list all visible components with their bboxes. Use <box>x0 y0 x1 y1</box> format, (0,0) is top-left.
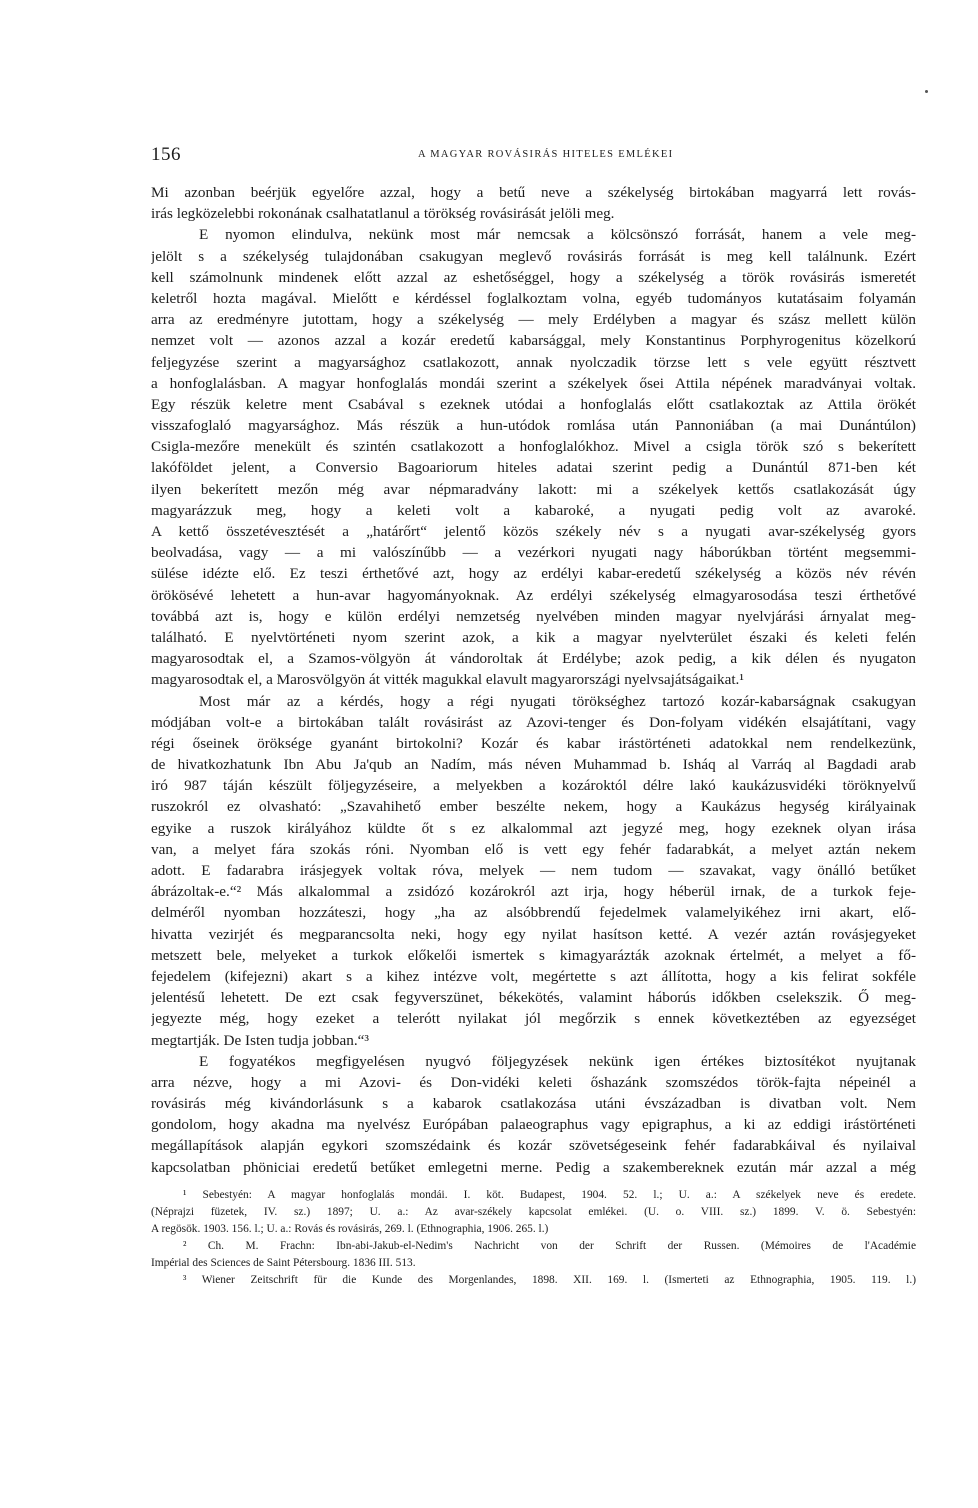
footnote-line: ² Ch. M. Frachn: Ibn-abi-Jakub-el-Nedim's Nachricht von der Schrift der Russen. (Mémoires de l'Académie <box>183 1240 916 1252</box>
text-line: megtartják. De Isten tudja jobban.“³ <box>151 1031 369 1049</box>
text-line: megállapítások alapján egykori szomszédaink és kozár szövetségeseink fehér fadarabkáival és nyilaival <box>151 1137 916 1155</box>
text-line: jegyezte még, hogy ezeket a telerótt nyilakat jól megőrzik s ennek következtében az egyezséget <box>151 1010 916 1028</box>
text-line: kell számolnunk mindenek előtt azzal az eshetőséggel, hogy a székelység a török rovásirás ismeretét <box>151 268 916 286</box>
text-line: keletről hozta magával. Mielőtt e kérdéssel foglalkoztam volna, egyéb tudományos kutatásaim folyamán <box>151 289 916 307</box>
text-line: Csigla-mezőre menekült és szintén csatlakozott a honfoglalókhoz. Mivel a csigla török szó s bekerített <box>151 438 916 456</box>
text-line: irás legközelebbi rokonának csalhatatlanul a törökség rovásirását jelöli meg. <box>151 205 615 223</box>
text-line: de hivatkozhatunk Ibn Abu Ja'qub an Nadím, más néven Muhammad b. Isháq al Varráq al Bagdadi arab <box>151 756 916 774</box>
text-line: arra nézve, hogy a mi Azovi- és Don-vidéki keleti őshazánk szomszédos török-fajta népeinél a <box>151 1073 916 1091</box>
footnote-line: ³ Wiener Zeitschrift für die Kunde des Morgenlandes, 1898. XII. 169. l. (Ismerteti az Ethnographia, 1905. 119. l.) <box>183 1274 916 1286</box>
running-title: A MAGYAR ROVÁSIRÁS HITELES EMLÉKEI <box>418 149 674 160</box>
text-line: Most már az a kérdés, hogy a régi nyugati törökséghez tartozó kozár-kabarságnak csakugyan <box>199 692 916 710</box>
text-line: metszett bele, melyeket a turkok előkelői ismertek s kimagyarázták azoknak értelmét, a melyet a fő- <box>151 946 916 964</box>
text-line: kapcsolatban phöniciai eredetű betűket emlegetni merne. Pedig a szakembereknek ezután már azzal a még <box>151 1158 916 1176</box>
text-line: rovásirás még kivándorlásunk s a kabarok csatlakozása utáni évszázadban is divatban volt. Nem <box>151 1095 916 1113</box>
body-text <box>151 182 916 1178</box>
text-line: fejedelem (kifejezni) akart s a kihez intézve volt, megértette s azt állította, hogy a kis felirat sokféle <box>151 967 916 985</box>
text-line: feljegyzése szerint a magyarsághoz csatlakozott, annak nyolczadik törzse lett s vele együtt résztvett <box>151 353 916 371</box>
text-line: ilyen bekerített mezőn még avar népmaradvány lakott: mi a székelyek kettős csatlakozását úgy <box>151 480 916 498</box>
footnote-line: ¹ Sebestyén: A magyar honfoglalás mondái. I. köt. Budapest, 1904. 52. l.; U. a.: A székelyek neve és eredete. <box>183 1189 916 1201</box>
text-line: régi őseinek öröksége gyanánt birtokolni? Kozár és kabar irástörténeti adatokkal nem rendelkezünk, <box>151 734 916 752</box>
text-line: lakóföldet jelent, a Conversio Bagoariorum hiteles adatai szerint pedig a Dunántúl 871-ben két <box>151 459 916 477</box>
text-line: gondolom, hogy akadna ma nyelvész Európában palaeographus vagy epigraphus, a ki az eddigi irástörténeti <box>151 1116 916 1134</box>
footnote-line: A regösök. 1903. 156. l.; U. a.: Rovás és rovásirás, 269. l. (Ethnographia, 1906. 265. l.) <box>151 1223 549 1235</box>
text-line: magyarázzuk meg, hogy a keleti volt a kabaroké, a nyugati pedig volt az avaroké. <box>151 501 916 519</box>
text-line: visszafoglaló magyarsághoz. Más részük a hun-utódok romlása után Pannoniában (a mai Dunántúlon) <box>151 417 916 435</box>
footnotes <box>151 1187 916 1289</box>
text-line: található. E nyelvtörténeti nyom szerint azok, a kik a magyar nyelvterület északi és keleti felén <box>151 628 916 646</box>
text-line: módjában volt-e a birtokában talált rovásirást az Azovi-tenger és Don-folyam vidékén elsajátítani, vagy <box>151 713 916 731</box>
text-line: Egy részük keletre ment Csabával s ezeknek utódai a honfoglalás előtt csatlakoztak az Attila örökét <box>151 395 916 413</box>
text-line: nemzet volt — azonos azzal a kozár eredetű kabarsággal, mely Konstantinus Porphyrogenitus közelkorú <box>151 332 916 350</box>
text-line: magyarosodtak el, a Marosvölgyön át vitték magukkal elavult magyarországi nyelvsajátságaikat.¹ <box>151 671 744 689</box>
text-line: arra az eredményre jutottam, hogy a székelység — mely Erdélyben a magyar és szász mellett külön <box>151 311 916 329</box>
text-line: örökösévé lehetett a hun-avar hagyományoknak. Az erdélyi székelység elmagyarosodása teszi érthetővé <box>151 586 916 604</box>
text-line: Mi azonban beérjük egyelőre azzal, hogy a betű neve a székelység birtokában magyarrá lett rovás- <box>151 184 916 201</box>
text-line: adott. E fadarabra irásjegyek voltak róva, melyek — nem tudom — szavakat, vagy önálló betűket <box>151 862 916 879</box>
text-line: E nyomon elindulva, nekünk most már nemcsak a kölcsönszó forrását, hanem a vele meg- <box>199 226 916 244</box>
text-line: ábrázoltak-e.“² Más alkalommal a zsidózó kozárokról azt irja, hogy héberül irnak, de a turkok feje- <box>151 883 916 901</box>
text-line: egyike a ruszok királyához küldte őt s ez alkalommal azt jegyzé meg, hogy ezeknek olyan irása <box>151 819 916 837</box>
text-line: továbbá azt is, hogy e külön erdélyi nemzetség nyelvében minden magyar nyelvjárási árnyalat meg- <box>151 607 916 625</box>
text-line: a honfoglalásban. A magyar honfoglalás mondái szerint a székelyek ősei Attila népének maradványai voltak. <box>151 374 916 392</box>
text-line: magyarosodtak el, a Szamos-völgyön át vándoroltak át Erdélybe; azok pedig, a kik délen és nyugaton <box>151 650 916 668</box>
paper-speck <box>925 90 928 93</box>
page-number: 156 <box>151 144 181 165</box>
text-line: jelentésű lehetett. De ezt csak fegyverszünet, békekötés, valamint háborús időkben cselekszik. Ő meg- <box>151 989 916 1007</box>
text-line: ruszokról ez olvasható: „Szavahihető ember beszélte nekem, hogy a Kaukázus hegység királyainak <box>151 798 916 816</box>
footnote-line: (Néprajzi füzetek, IV. sz.) 1897; U. a.: Az avar-székely kapcsolat emlékei. (U. o. VIII. sz.) 1899. V. ö. Sebestyén: <box>151 1206 916 1218</box>
text-line: beolvadása, vagy — a mi valószínűbb — a vezérkori nyugati nagy háborúkban történt megsemmi- <box>151 544 916 562</box>
text-line: sülése idézte elő. Ez teszi érthetővé azt, hogy az erdélyi kabar-eredetű székelység a közös név révén <box>151 565 916 583</box>
text-line: iró 987 táján készült följegyzéseire, a melyekben a kozároktól délre lakó kaukázusvidéki töröknyelvű <box>151 777 916 795</box>
footnote-line: Impérial des Sciences de Saint Pétersbourg. 1836 III. 513. <box>151 1257 416 1269</box>
text-line: van, a melyet fára szokás róni. Nyomban elő is vett egy fehér fadarabkát, a melyet aztán nekem <box>151 840 916 858</box>
text-line: delméről nyomban hozzáteszi, hogy „ha az alsóbbrendű fejedelmek valamelyikéhez irni akart, elő- <box>151 904 916 922</box>
text-line: jelölt s a székelység tulajdonában csakugyan meglevő rovásirás forrását is meg kell találnunk. Ezért <box>151 247 916 265</box>
text-line: A kettő összetévesztését a „határőrt“ jelentő közös székely név s a nyugati avar-székelység gyors <box>151 523 916 540</box>
text-line: hivatta vezirjét és megparancsolta neki, hogy egy nyilat hasítson ketté. A vezér aztán rovásjegyeket <box>151 925 916 943</box>
text-line: E fogyatékos megfigyelésen nyugvó följegyzések nekünk igen értékes biztosítékot nyujtanak <box>199 1052 916 1070</box>
